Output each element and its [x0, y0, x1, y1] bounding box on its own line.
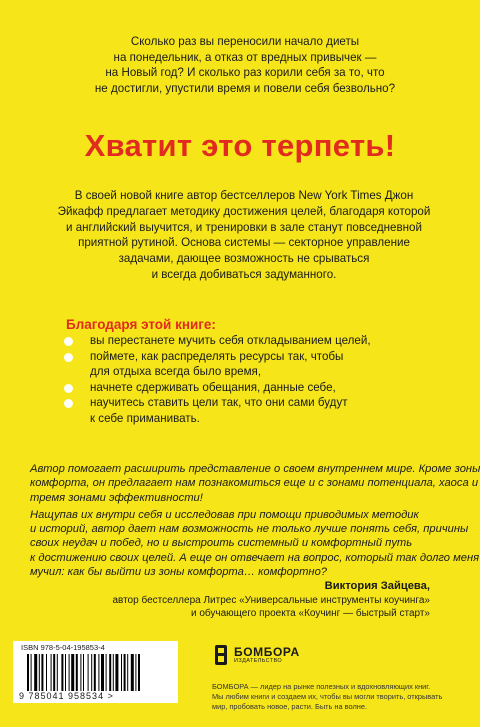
benefit-item: [64, 380, 404, 396]
review-line: к достижению своих целей. А еще он отвечает на вопрос, который так долго меня: [30, 551, 480, 564]
bullet-icon: [64, 399, 73, 408]
benefit-text: для отдыха всегда было время,: [90, 365, 262, 379]
description-line: приятной рутиной. Основа системы — секторное управление: [78, 236, 410, 250]
publisher-note-line: мир, пробовать новое, расти. Быть на волне.: [212, 701, 368, 711]
review-line: Нащупав их внутри себя и исследовав при помощи приводимых методик: [30, 508, 419, 521]
publisher-logo: [212, 644, 300, 666]
description-line: Эйкафф предлагает методику достижения целей, благодаря которой: [57, 204, 431, 218]
bullet-icon: [64, 337, 73, 346]
review-line: тремя зонами эффективности!: [30, 491, 203, 504]
description-line: задачами, дающее возможность не срываться: [118, 252, 370, 266]
reviewer-name: Виктория Зайцева,: [324, 580, 430, 592]
benefit-item: [64, 395, 404, 426]
publisher-note: [212, 682, 472, 711]
description-line: и английский выучится, и тренировки в зале станут повседневной: [66, 220, 422, 234]
benefit-text: начнете сдерживать обещания, данные себе,: [90, 380, 336, 394]
publisher-note-line: БОМБОРА — лидер на рынке полезных и вдохновляющих книг.: [212, 682, 431, 691]
reviewer-credentials-line: автор бестселлера Литрес «Универсальные инструменты коучинга»: [112, 595, 430, 606]
bullet-icon: [64, 384, 73, 393]
barcode-digits: 9 785041 958534 >: [19, 691, 114, 701]
reviewer-credentials-line: и обучающего проекта «Коучинг — быстрый старт»: [190, 608, 430, 619]
review-line: своих неудач и побед, но и выстроить системный и комфортный путь: [30, 537, 413, 550]
intro-line: Сколько раз вы переносили начало диеты: [130, 35, 360, 48]
intro-text: [80, 34, 410, 96]
review-line: Автор помогает расширить представление о своем внутреннем мире. Кроме зоны: [30, 463, 480, 475]
publisher-note-line: Мы любим книги и создаем их, чтобы вы могли творить, открывать: [212, 691, 443, 701]
bombora-logo-icon: [212, 644, 230, 666]
benefits-title: Благодаря этой книге:: [66, 317, 216, 332]
book-description: [44, 188, 444, 283]
isbn-number: ISBN 978-5-04-195853-4: [21, 643, 105, 652]
benefits-list: [64, 333, 404, 427]
review-quote: [30, 462, 480, 579]
reviewer-credentials: [70, 594, 430, 620]
intro-line: не достигли, упустили время и повели себя безвольно?: [94, 81, 396, 95]
benefit-text: к себе приманивать.: [90, 411, 200, 425]
benefit-text: поймете, как распределять ресурсы так, чтобы: [90, 349, 344, 363]
description-line: и всегда добиваться задуманного.: [151, 267, 337, 281]
benefit-text: вы перестанете мучить себя откладыванием целей,: [90, 334, 371, 347]
barcode-panel: [13, 641, 178, 703]
review-line: мучил: как бы выйти из зоны комфорта… комфортно?: [30, 566, 328, 579]
bullet-icon: [64, 353, 73, 362]
publisher-subtitle: ИЗДАТЕЛЬСТВО: [234, 657, 283, 664]
benefit-item: [64, 333, 404, 349]
intro-line: на понедельник, а отказ от вредных привычек —: [113, 50, 377, 64]
intro-line: на Новый год? И сколько раз корили себя за то, что: [105, 66, 385, 79]
headline: Хватит это терпеть!: [84, 128, 396, 163]
review-line: и историй, автор дает нам возможность не только лучше понять себя, причины: [30, 523, 469, 536]
review-line: комфорта, он предлагает нам познакомиться еще и с зонами потенциала, хаоса и: [30, 477, 479, 490]
publisher-name: БОМБОРА: [234, 644, 300, 659]
barcode-icon: [27, 654, 169, 691]
benefit-text: научитесь ставить цели так, что они сами будут: [90, 396, 348, 410]
benefit-item: [64, 349, 404, 380]
description-line: В своей новой книге автор бестселлеров New York Times Джон: [74, 189, 414, 202]
